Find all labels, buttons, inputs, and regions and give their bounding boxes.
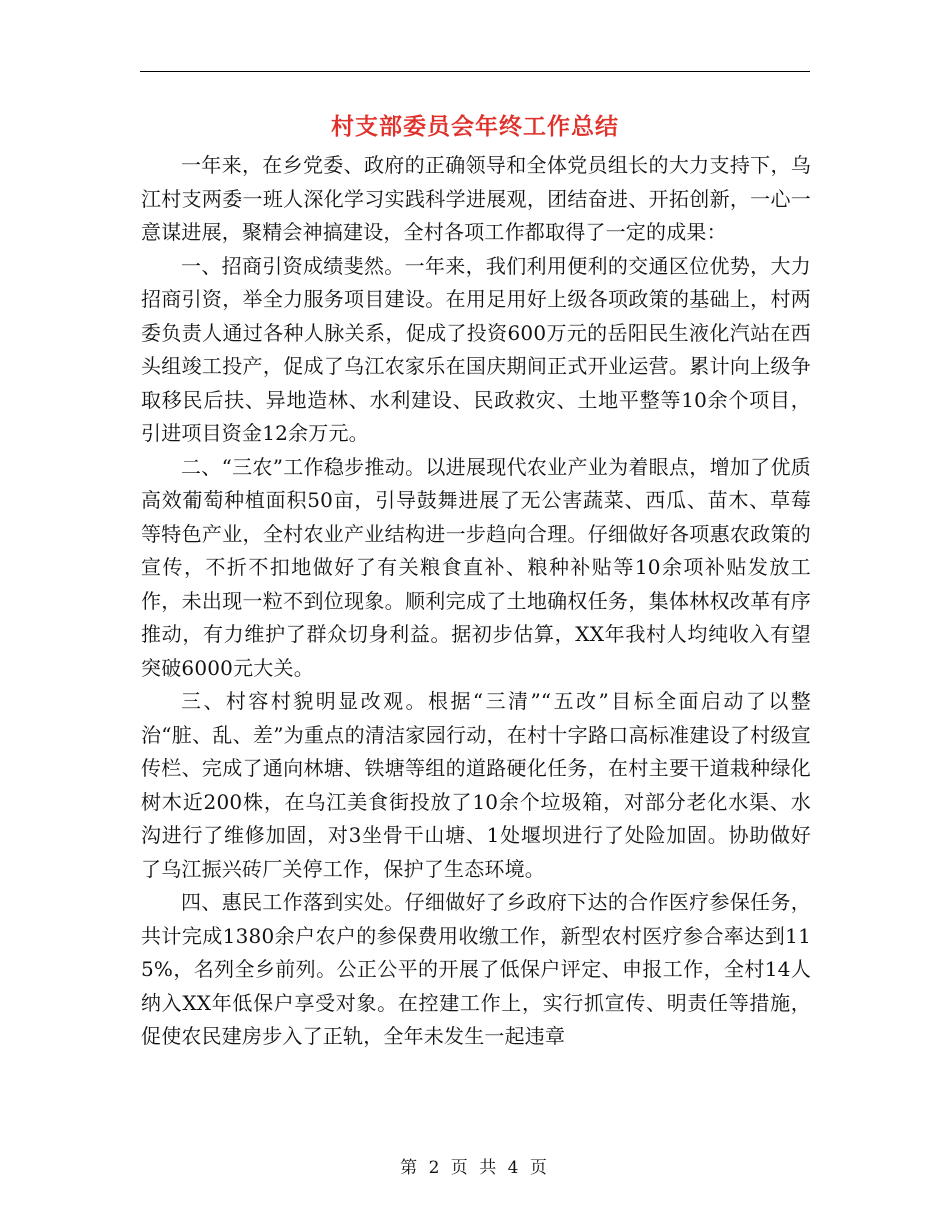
paragraph-agriculture: 二、“三农”工作稳步推动。以进展现代农业产业为着眼点，增加了优质高效葡萄种植面积50亩，引导鼓舞进展了无公害蔬菜、西瓜、苗木、草莓等特色产业，全村农业产业结构进一步趋向合理。仔细做好各项惠农政策的宣传，不折不扣地做好了有关粮食直补、粮种补贴等10余项补贴发放工作，未出现一粒不到位现象。顺利完成了土地确权任务，集体林权改革有序推动，有力维护了群众切身利益。据初步估算，XX年我村人均纯收入有望突破6000元大关。	[141, 454, 811, 680]
document-body	[141, 149, 811, 1054]
paragraph-welfare: 四、惠民工作落到实处。仔细做好了乡政府下达的合作医疗参保任务，共计完成1380余户农户的参保费用收缴工作，新型农村医疗参合率达到115%，名列全乡前列。公正公平的开展了低保户评定、申报工作，全村14人纳入XX年低保户享受对象。在控建工作上，实行抓宣传、明责任等措施，促使农民建房步入了正轨，全年未发生一起违章	[141, 890, 811, 1048]
paragraph-investment: 一、招商引资成绩斐然。一年来，我们利用便利的交通区位优势，大力招商引资，举全力服务项目建设。在用足用好上级各项政策的基础上，村两委负责人通过各种人脉关系，促成了投资600万元的岳阳民生液化汽站在西头组竣工投产，促成了乌江农家乐在国庆期间正式开业运营。累计向上级争取移民后扶、异地造林、水利建设、民政救灾、土地平整等10余个项目，引进项目资金12余万元。	[141, 253, 811, 445]
page-number-footer: 第 2 页 共 4 页	[400, 1158, 550, 1178]
paragraph-intro: 一年来，在乡党委、政府的正确领导和全体党员组长的大力支持下，乌江村支两委一班人深化学习实践科学进展观，团结奋进、开拓创新，一心一意谋进展，聚精会神搞建设，全村各项工作都取得了一定的成果：	[141, 153, 811, 244]
document-title: 村支部委员会年终工作总结	[331, 113, 619, 140]
paragraph-village-appearance: 三、村容村貌明显改观。根据“三清”“五改”目标全面启动了以整治“脏、乱、差”为重点的清洁家园行动，在村十字路口高标准建设了村级宣传栏、完成了通向林塘、铁塘等组的道路硬化任务，在村主要干道栽种绿化树木近200株，在乌江美食街投放了10余个垃圾箱，对部分老化水渠、水沟进行了维修加固，对3坐骨干山塘、1处堰坝进行了处险加固。协助做好了乌江振兴砖厂关停工作，保护了生态环境。	[141, 689, 811, 881]
header-rule	[140, 71, 810, 72]
